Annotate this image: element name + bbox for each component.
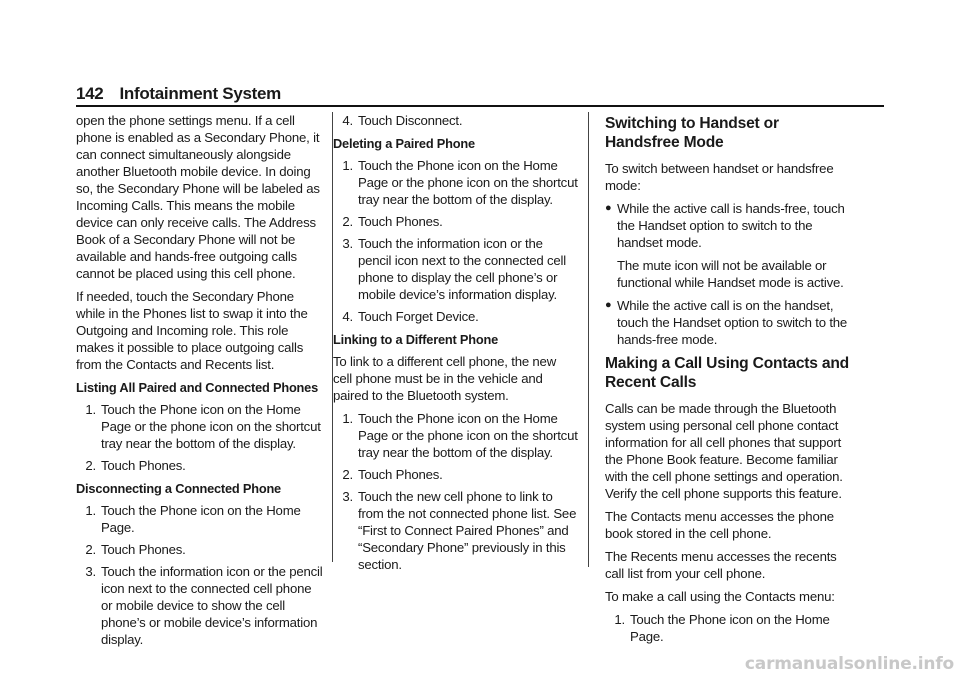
subheading-listing-phones: Listing All Paired and Connected Phones (76, 380, 319, 395)
list-item: 1. Touch the Phone icon on the Home Page or the phone icon on the shortcut tray near the bottom of the display. (342, 411, 578, 460)
column-divider (588, 112, 589, 567)
column-1 (76, 112, 324, 654)
heading-switching-mode: Switching to Handset or Handsfree Mode (605, 115, 779, 151)
paragraph: To make a call using the Contacts menu: (605, 589, 835, 604)
heading-making-call: Making a Call Using Contacts and Recent Calls (605, 355, 850, 391)
watermark: carmanualsonline.info (744, 654, 954, 674)
subheading-disconnecting: Disconnecting a Connected Phone (76, 481, 281, 496)
bullet-text: While the active call is hands-free, touch the Handset option to switch to the handset mode. (617, 201, 845, 250)
list-item: 4. Touch Disconnect. (342, 113, 463, 128)
subheading-deleting: Deleting a Paired Phone (333, 136, 475, 151)
bullet-item (605, 297, 855, 348)
bullet-text: While the active call is on the handset, touch the Handset option to switch to the hands-free mode. (617, 298, 848, 347)
page-number: 142 (76, 84, 104, 103)
bullet-subparagraph: The mute icon will not be available or functional while Handset mode is active. (617, 258, 844, 290)
paragraph: To link to a different cell phone, the new cell phone must be in the vehicle and paired to the Bluetooth system. (333, 354, 557, 403)
paragraph: Calls can be made through the Bluetooth system using personal cell phone contact information for all cell phones that support the Phone Book feature. Become familiar with the cell phone settings and operation. Verify the cell phone supports this feature. (605, 401, 843, 501)
list-item: 1. Touch the Phone icon on the Home Page or the phone icon on the shortcut tray near the bottom of the display. (85, 402, 321, 451)
bullet-item (605, 200, 855, 291)
list-item: 2. Touch Phones. (342, 467, 443, 482)
disconnect-steps-continued (333, 112, 578, 129)
paragraph: The Recents menu accesses the recents call list from your cell phone. (605, 549, 837, 581)
subheading-linking: Linking to a Different Phone (333, 332, 499, 347)
list-item: 2. Touch Phones. (342, 214, 443, 229)
switch-bullets (605, 200, 855, 348)
header-rule (76, 105, 884, 107)
list-item: 3. Touch the information icon or the pencil icon next to the connected cell phone or mobile device to show the cell phone’s or mobile device’s information display. (85, 564, 323, 647)
list-item: 4. Touch Forget Device. (342, 309, 479, 324)
disconnect-steps (76, 502, 324, 648)
list-item: 1. Touch the Phone icon on the Home Page. (614, 612, 830, 644)
column-3 (605, 112, 855, 651)
list-item: 1. Touch the Phone icon on the Home Page. (85, 503, 301, 535)
list-item: 1. Touch the Phone icon on the Home Page or the phone icon on the shortcut tray near the bottom of the display. (342, 158, 578, 207)
contacts-steps (605, 611, 855, 645)
link-steps (333, 410, 578, 573)
page-header (76, 84, 281, 104)
bullet-icon: ● (605, 299, 612, 311)
list-item: 3. Touch the information icon or the pencil icon next to the connected cell phone to display the cell phone’s or mobile device’s information display. (342, 236, 566, 302)
paragraph: To switch between handset or handsfree mode: (605, 161, 834, 193)
paragraph: If needed, touch the Secondary Phone while in the Phones list to swap it into the Outgoing and Incoming role. This role makes it possible to place outgoing calls from the Contacts and Recents list. (76, 289, 308, 372)
paragraph: open the phone settings menu. If a cell phone is enabled as a Secondary Phone, it can connect simultaneously alongside another Bluetooth mobile device. In doing so, the Secondary Phone will be labeled as Incoming Calls. This means the mobile device can only receive calls. The Address Book of a Secondary Phone will not be available and hands-free outgoing calls cannot be placed using this cell phone. (76, 113, 320, 281)
list-item: 2. Touch Phones. (85, 458, 186, 473)
paragraph: The Contacts menu accesses the phone book stored in the cell phone. (605, 509, 834, 541)
listing-steps (76, 401, 324, 474)
column-2 (333, 112, 578, 579)
list-item: 3. Touch the new cell phone to link to from the not connected phone list. See “First to Connect Paired Phones” and “Secondary Phone” previously in this section. (342, 489, 577, 572)
bullet-icon: ● (605, 202, 612, 214)
page-section-title: Infotainment System (119, 84, 281, 103)
list-item: 2. Touch Phones. (85, 542, 186, 557)
delete-steps (333, 157, 578, 325)
